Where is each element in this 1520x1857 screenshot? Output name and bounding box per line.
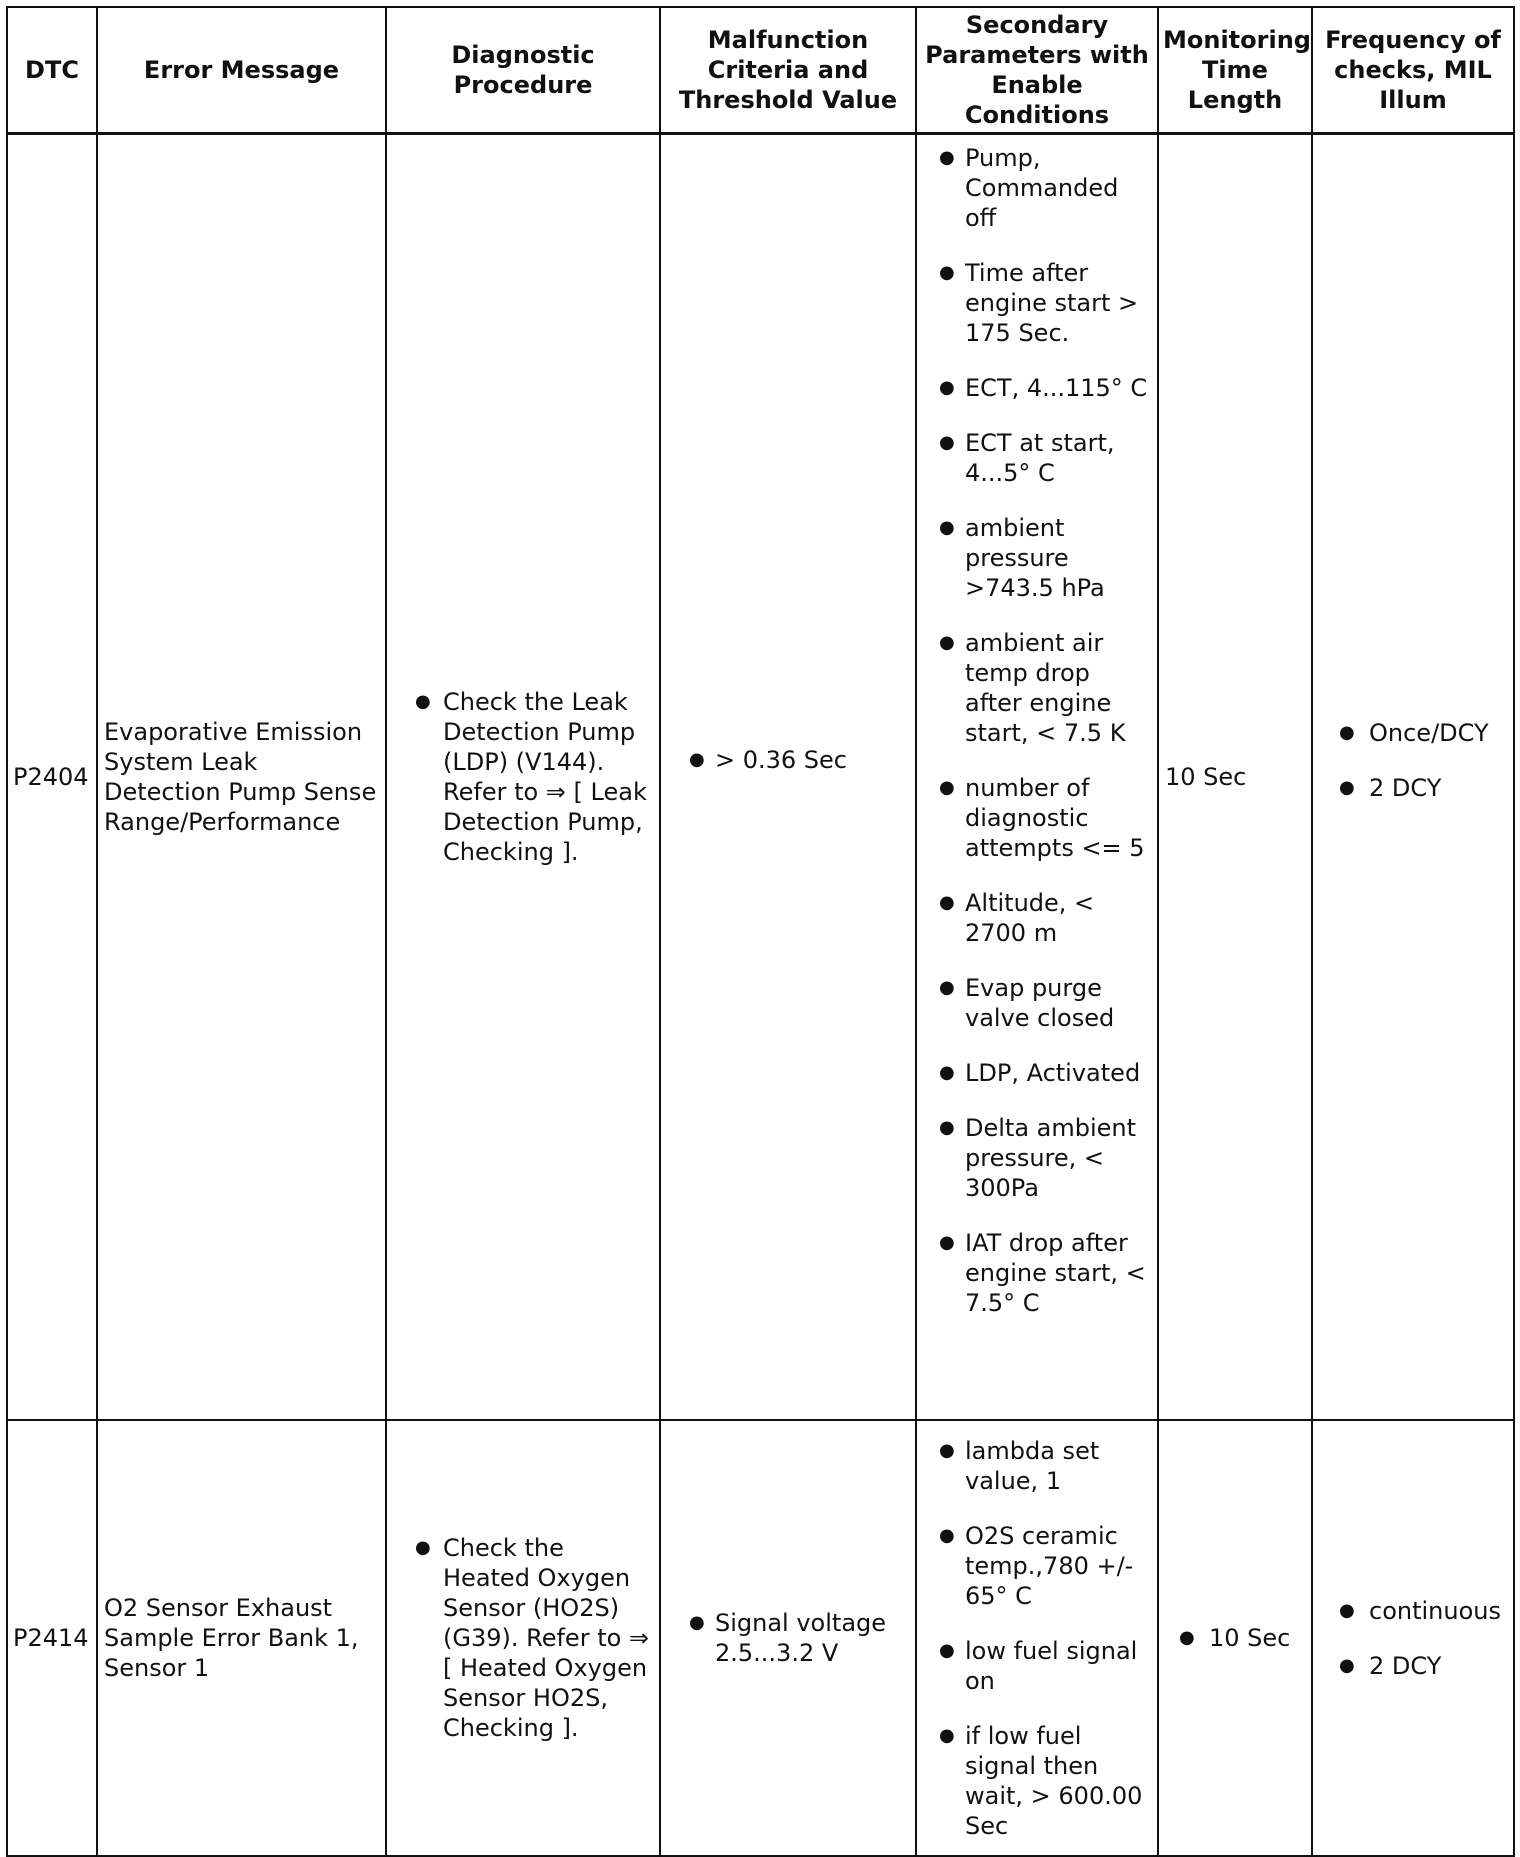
parameter-item: ● ECT, 4...115° C — [925, 373, 1151, 403]
procedure-list — [393, 687, 653, 867]
procedure-item: ● Check the Leak Detection Pump (LDP) (V144). Refer to ⇒ [ Leak Detection Pump, Checking ]. — [393, 687, 653, 867]
table-row — [7, 1420, 1514, 1856]
dtc-table-container — [6, 6, 1513, 1857]
procedure-item: ● Check the Heated Oxygen Sensor (HO2S) (G39). Refer to ⇒ [ Heated Oxygen Sensor HO2S, Checking ]. — [393, 1533, 653, 1743]
malfunction-criteria — [660, 134, 916, 1421]
frequency — [1312, 134, 1514, 1421]
frequency-item: ● 2 DCY — [1319, 1651, 1507, 1681]
parameter-item: ● ambient pressure >743.5 hPa — [925, 513, 1151, 603]
diagnostic-procedure — [386, 1420, 660, 1856]
parameter-item: ● Altitude, < 2700 m — [925, 888, 1151, 948]
header-row — [7, 7, 1514, 134]
error-message: O2 Sensor Exhaust Sample Error Bank 1, Sensor 1 — [97, 1420, 386, 1856]
parameter-item: ● Evap purge valve closed — [925, 973, 1151, 1033]
parameter-item: ● lambda set value, 1 — [925, 1436, 1151, 1496]
parameter-item: ● Delta ambient pressure, < 300Pa — [925, 1113, 1151, 1203]
frequency-item: ● Once/DCY — [1319, 718, 1507, 748]
parameter-item: ● O2S ceramic temp.,780 +/- 65° C — [925, 1521, 1151, 1611]
error-message: Evaporative Emission System Leak Detection Pump Sense Range/Performance — [97, 134, 386, 1421]
frequency-item: ● 2 DCY — [1319, 773, 1507, 803]
parameter-item: ● number of diagnostic attempts <= 5 — [925, 773, 1151, 863]
frequency-item: ● continuous — [1319, 1596, 1507, 1626]
criteria-list — [667, 745, 909, 775]
criteria-item: ● Signal voltage 2.5...3.2 V — [667, 1608, 909, 1668]
secondary-parameters — [916, 134, 1158, 1421]
frequency — [1312, 1420, 1514, 1856]
frequency-list — [1319, 718, 1507, 803]
parameter-item: ● IAT drop after engine start, < 7.5° C — [925, 1228, 1151, 1318]
parameter-item: ● LDP, Activated — [925, 1058, 1151, 1088]
monitoring-time-list — [1159, 1623, 1305, 1653]
monitoring-time: 10 Sec — [1158, 134, 1312, 1421]
parameter-item: ● if low fuel signal then wait, > 600.00 Sec — [925, 1721, 1151, 1841]
header-frequency: Frequency of checks, MIL Illum — [1312, 7, 1514, 134]
dtc-code: P2414 — [7, 1420, 97, 1856]
procedure-list — [393, 1533, 653, 1743]
header-malfunction-criteria: Malfunction Criteria and Threshold Value — [660, 7, 916, 134]
parameter-item: ● Pump, Commanded off — [925, 143, 1151, 233]
dtc-table — [6, 6, 1515, 1857]
parameters-list — [925, 143, 1151, 1318]
parameters-list — [925, 1436, 1151, 1841]
header-secondary-parameters: Secondary Parameters with Enable Conditions — [916, 7, 1158, 134]
frequency-list — [1319, 1596, 1507, 1681]
criteria-list — [667, 1608, 909, 1668]
parameter-item: ● ECT at start, 4...5° C — [925, 428, 1151, 488]
diagnostic-procedure — [386, 134, 660, 1421]
table-row — [7, 134, 1514, 1421]
parameter-item: ● Time after engine start > 175 Sec. — [925, 258, 1151, 348]
dtc-code: P2404 — [7, 134, 97, 1421]
secondary-parameters — [916, 1420, 1158, 1856]
header-monitoring-time: Monitoring Time Length — [1158, 7, 1312, 134]
parameter-item: ● ambient air temp drop after engine start, < 7.5 K — [925, 628, 1151, 748]
header-dtc: DTC — [7, 7, 97, 134]
monitoring-time: ● 10 Sec — [1159, 1623, 1305, 1653]
monitoring-time-cell — [1158, 1420, 1312, 1856]
parameter-item: ● low fuel signal on — [925, 1636, 1151, 1696]
header-error-message: Error Message — [97, 7, 386, 134]
criteria-item: ● > 0.36 Sec — [667, 745, 909, 775]
header-diagnostic-procedure: Diagnostic Procedure — [386, 7, 660, 134]
malfunction-criteria — [660, 1420, 916, 1856]
